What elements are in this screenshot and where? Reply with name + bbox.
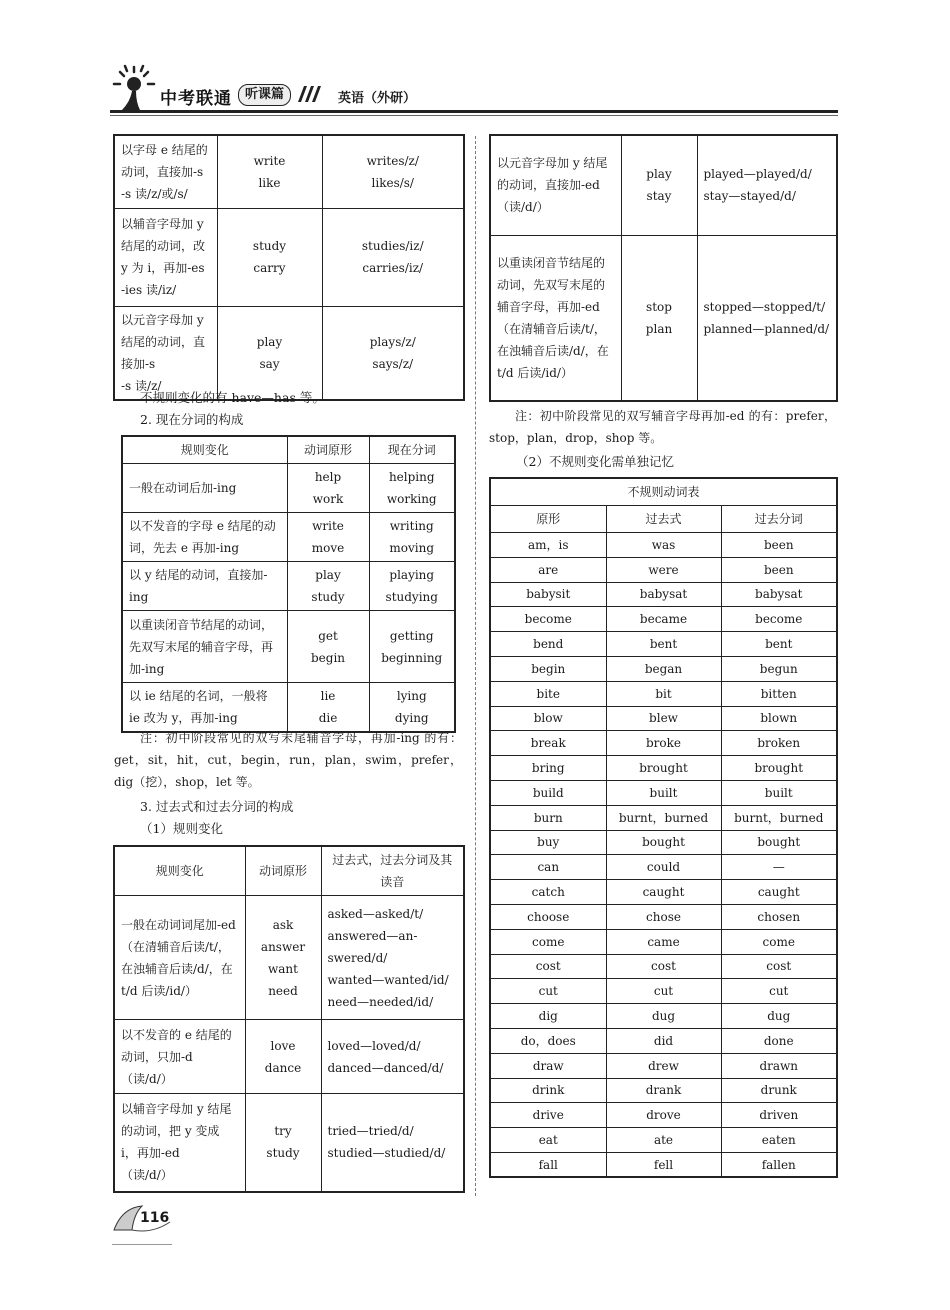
table-row: [490, 135, 837, 235]
irregular-verbs-table: [489, 477, 838, 1178]
third-person-table: [113, 134, 465, 401]
rule-cell: 以不发音的 e 结尾的动词，只加-d （读/d/）: [114, 1020, 245, 1094]
past-participle-cell: come: [721, 929, 837, 954]
base-form-cell: cut: [490, 979, 606, 1004]
past-participle-cell: eaten: [721, 1128, 837, 1153]
past-participle-cell: cut: [721, 979, 837, 1004]
irregular-table-body: [490, 533, 837, 1178]
past-participle-cell: been: [721, 557, 837, 582]
past-participle-cell: fallen: [721, 1152, 837, 1177]
footer-rule: [112, 1244, 172, 1245]
past-participle-cell: caught: [721, 880, 837, 905]
forms-cell: getting beginning: [369, 611, 455, 683]
table-title: 不规则动词表: [490, 478, 837, 506]
base-form-cell: do，does: [490, 1028, 606, 1053]
base-form-cell: cost: [490, 954, 606, 979]
table-header-row: [490, 506, 837, 533]
section-3-sub1: （1）规则变化: [140, 821, 223, 836]
table-row: [114, 306, 464, 400]
rule-cell: 以重读闭音节结尾的动词，先双写末尾的辅音字母，再加-ed（在清辅音后读/t/，在浊辅音后读/d/，在 t/d 后读/id/）: [490, 235, 621, 401]
table-header-row: [114, 846, 464, 896]
past-tense-cell: drove: [606, 1103, 721, 1128]
forms-cell: loved—loved/d/ danced—danced/d/: [321, 1020, 464, 1094]
verbs-cell: write like: [217, 135, 322, 208]
base-form-cell: bite: [490, 681, 606, 706]
past-participle-cell: built: [721, 780, 837, 805]
forms-cell: stopped—stopped/t/ planned—planned/d/: [697, 235, 837, 401]
column-header: 动词原形: [245, 846, 321, 896]
table-row: [490, 1152, 837, 1177]
column-header: 动词原形: [287, 436, 369, 464]
sun-tree-logo-icon: [110, 64, 160, 112]
past-tense-cell: brought: [606, 756, 721, 781]
verbs-cell: study carry: [217, 208, 322, 306]
verbs-cell: lie die: [287, 683, 369, 733]
participle-note: 注：初中阶段常见的双写末尾辅音字母，再加-ing 的有：get，sit，hit，cut，begin，run，plan，swim，prefer，dig（挖），shop，let 等。: [114, 731, 462, 789]
past-regular-table-continued: [489, 134, 838, 402]
table-row: [490, 1078, 837, 1103]
past-tense-cell: did: [606, 1028, 721, 1053]
base-form-cell: bring: [490, 756, 606, 781]
table-row: [490, 1053, 837, 1078]
past-tense-cell: caught: [606, 880, 721, 905]
rule-cell: 以元音字母加 y 结尾的动词，直接加-ed（读/d/）: [490, 135, 621, 235]
base-form-cell: bend: [490, 632, 606, 657]
past-regular-table: [113, 845, 465, 1193]
past-tense-cell: began: [606, 656, 721, 681]
past-tense-cell: were: [606, 557, 721, 582]
table-row: [490, 830, 837, 855]
verbs-cell: help work: [287, 464, 369, 513]
page-number-badge: [112, 1200, 172, 1240]
base-form-cell: buy: [490, 830, 606, 855]
table-row: [114, 1020, 464, 1094]
past-tense-cell: bit: [606, 681, 721, 706]
table-row: [490, 1128, 837, 1153]
past-participle-cell: drunk: [721, 1078, 837, 1103]
section-2-title: 2. 现在分词的构成: [140, 412, 244, 427]
base-form-cell: become: [490, 607, 606, 632]
table-row: [490, 929, 837, 954]
past-tense-cell: bought: [606, 830, 721, 855]
base-form-cell: are: [490, 557, 606, 582]
base-form-cell: drive: [490, 1103, 606, 1128]
past-tense-cell: became: [606, 607, 721, 632]
table-row: [490, 904, 837, 929]
past-participle-cell: babysat: [721, 582, 837, 607]
header-rule: [110, 110, 838, 113]
base-form-cell: fall: [490, 1152, 606, 1177]
base-form-cell: eat: [490, 1128, 606, 1153]
past-participle-cell: chosen: [721, 904, 837, 929]
base-form-cell: drink: [490, 1078, 606, 1103]
table-row: [490, 533, 837, 558]
table-row: [490, 235, 837, 401]
verbs-cell: try study: [245, 1094, 321, 1192]
column-header: 规则变化: [122, 436, 287, 464]
past-tense-cell: ate: [606, 1128, 721, 1153]
table-row: [490, 1028, 837, 1053]
base-form-cell: build: [490, 780, 606, 805]
stripes-decoration-icon: [298, 86, 326, 102]
column-divider: [475, 136, 476, 1196]
table-row: [114, 135, 464, 208]
table-row: [490, 1103, 837, 1128]
past-participle-cell: drawn: [721, 1053, 837, 1078]
past-participle-cell: become: [721, 607, 837, 632]
table-row: [490, 954, 837, 979]
table-title-row: [490, 478, 837, 506]
table-header-row: [122, 436, 455, 464]
header-rule-thin: [110, 115, 838, 116]
base-form-cell: draw: [490, 1053, 606, 1078]
past-tense-cell: fell: [606, 1152, 721, 1177]
rule-cell: 以字母 e 结尾的动词，直接加-s -s 读/z/或/s/: [114, 135, 217, 208]
rule-cell: 以辅音字母加 y 结尾的动词，把 y 变成 i，再加-ed （读/d/）: [114, 1094, 245, 1192]
rule-cell: 以不发音的字母 e 结尾的动词，先去 e 再加-ing: [122, 513, 287, 562]
table-row: [490, 582, 837, 607]
table-row: [490, 706, 837, 731]
table-row: [490, 880, 837, 905]
subject-label: 英语（外研）: [338, 91, 417, 106]
past-tense-cell: bent: [606, 632, 721, 657]
forms-cell: playing studying: [369, 562, 455, 611]
past-participle-cell: done: [721, 1028, 837, 1053]
table-row: [114, 896, 464, 1020]
base-form-cell: catch: [490, 880, 606, 905]
table-row: [490, 855, 837, 880]
past-participle-cell: bent: [721, 632, 837, 657]
forms-cell: lying dying: [369, 683, 455, 733]
irregular-note: 不规则变化的有 have—has 等。: [140, 390, 325, 405]
past-participle-cell: —: [721, 855, 837, 880]
past-tense-cell: drew: [606, 1053, 721, 1078]
forms-cell: plays/z/ says/z/: [322, 306, 464, 400]
past-note: 注：初中阶段常见的双写辅音字母再加-ed 的有：prefer，stop，plan，drop，shop 等。: [489, 409, 836, 445]
base-form-cell: begin: [490, 656, 606, 681]
table-row: [490, 756, 837, 781]
column-header: 原形: [490, 506, 606, 533]
forms-cell: asked—asked/t/ answered—an- swered/d/ wanted—wanted/id/ need—needed/id/: [321, 896, 464, 1020]
verbs-cell: stop plan: [621, 235, 697, 401]
past-participle-cell: bitten: [721, 681, 837, 706]
table-row: [122, 683, 455, 733]
past-participle-cell: cost: [721, 954, 837, 979]
brand-title: 中考联通: [160, 89, 232, 109]
past-tense-cell: cost: [606, 954, 721, 979]
column-header: 过去式，过去分词及其读音: [321, 846, 464, 896]
past-tense-cell: chose: [606, 904, 721, 929]
verbs-cell: play say: [217, 306, 322, 400]
past-participle-cell: bought: [721, 830, 837, 855]
table-row: [490, 1004, 837, 1029]
verbs-cell: play study: [287, 562, 369, 611]
past-tense-cell: cut: [606, 979, 721, 1004]
column-header: 规则变化: [114, 846, 245, 896]
past-participle-cell: begun: [721, 656, 837, 681]
forms-cell: writing moving: [369, 513, 455, 562]
base-form-cell: break: [490, 731, 606, 756]
rule-cell: 以 y 结尾的动词，直接加-ing: [122, 562, 287, 611]
forms-cell: tried—tried/d/ studied—studied/d/: [321, 1094, 464, 1192]
forms-cell: studies/iz/ carries/iz/: [322, 208, 464, 306]
forms-cell: helping working: [369, 464, 455, 513]
table-row: [490, 681, 837, 706]
past-tense-cell: came: [606, 929, 721, 954]
base-form-cell: can: [490, 855, 606, 880]
past-participle-cell: burnt，burned: [721, 805, 837, 830]
verbs-cell: ask answer want need: [245, 896, 321, 1020]
column-header: 过去式: [606, 506, 721, 533]
table-row: [490, 780, 837, 805]
past-participle-cell: broken: [721, 731, 837, 756]
past-participle-cell: brought: [721, 756, 837, 781]
past-tense-cell: babysat: [606, 582, 721, 607]
verbs-cell: get begin: [287, 611, 369, 683]
past-participle-cell: been: [721, 533, 837, 558]
base-form-cell: babysit: [490, 582, 606, 607]
base-form-cell: dig: [490, 1004, 606, 1029]
table-row: [490, 607, 837, 632]
column-header: 过去分词: [721, 506, 837, 533]
page-header: [110, 64, 838, 116]
column-header: 现在分词: [369, 436, 455, 464]
base-form-cell: am，is: [490, 533, 606, 558]
past-participle-cell: dug: [721, 1004, 837, 1029]
page-number: 116: [140, 1210, 170, 1226]
past-tense-cell: drank: [606, 1078, 721, 1103]
table-row: [122, 562, 455, 611]
past-tense-cell: could: [606, 855, 721, 880]
base-form-cell: blow: [490, 706, 606, 731]
rule-cell: 以辅音字母加 y 结尾的动词，改 y 为 i，再加-es -ies 读/iz/: [114, 208, 217, 306]
table-row: [490, 656, 837, 681]
rule-cell: 以重读闭音节结尾的动词，先双写末尾的辅音字母，再加-ing: [122, 611, 287, 683]
table-row: [490, 557, 837, 582]
base-form-cell: choose: [490, 904, 606, 929]
past-tense-cell: dug: [606, 1004, 721, 1029]
forms-cell: played—played/d/ stay—stayed/d/: [697, 135, 837, 235]
verbs-cell: love dance: [245, 1020, 321, 1094]
base-form-cell: burn: [490, 805, 606, 830]
forms-cell: writes/z/ likes/s/: [322, 135, 464, 208]
table-row: [122, 513, 455, 562]
rule-cell: 以 ie 结尾的名词，一般将 ie 改为 y，再加-ing: [122, 683, 287, 733]
past-participle-cell: driven: [721, 1103, 837, 1128]
rule-cell: 以元音字母加 y 结尾的动词，直接加-s -s 读/z/: [114, 306, 217, 400]
section-3-sub2: （2）不规则变化需单独记忆: [516, 454, 674, 469]
table-row: [114, 1094, 464, 1192]
present-participle-table: [121, 435, 456, 733]
verbs-cell: write move: [287, 513, 369, 562]
table-row: [490, 979, 837, 1004]
past-participle-cell: blown: [721, 706, 837, 731]
past-tense-cell: was: [606, 533, 721, 558]
table-row: [122, 464, 455, 513]
rule-cell: 一般在动词词尾加-ed （在清辅音后读/t/，在浊辅音后读/d/，在 t/d 后读/id/）: [114, 896, 245, 1020]
table-row: [490, 731, 837, 756]
past-tense-cell: broke: [606, 731, 721, 756]
past-tense-cell: blew: [606, 706, 721, 731]
past-tense-cell: built: [606, 780, 721, 805]
table-row: [114, 208, 464, 306]
rule-cell: 一般在动词后加-ing: [122, 464, 287, 513]
table-row: [490, 632, 837, 657]
table-row: [490, 805, 837, 830]
base-form-cell: come: [490, 929, 606, 954]
verbs-cell: play stay: [621, 135, 697, 235]
past-tense-cell: burnt，burned: [606, 805, 721, 830]
section-badge: 听课篇: [238, 84, 291, 106]
section-3-title: 3. 过去式和过去分词的构成: [140, 799, 294, 814]
table-row: [122, 611, 455, 683]
